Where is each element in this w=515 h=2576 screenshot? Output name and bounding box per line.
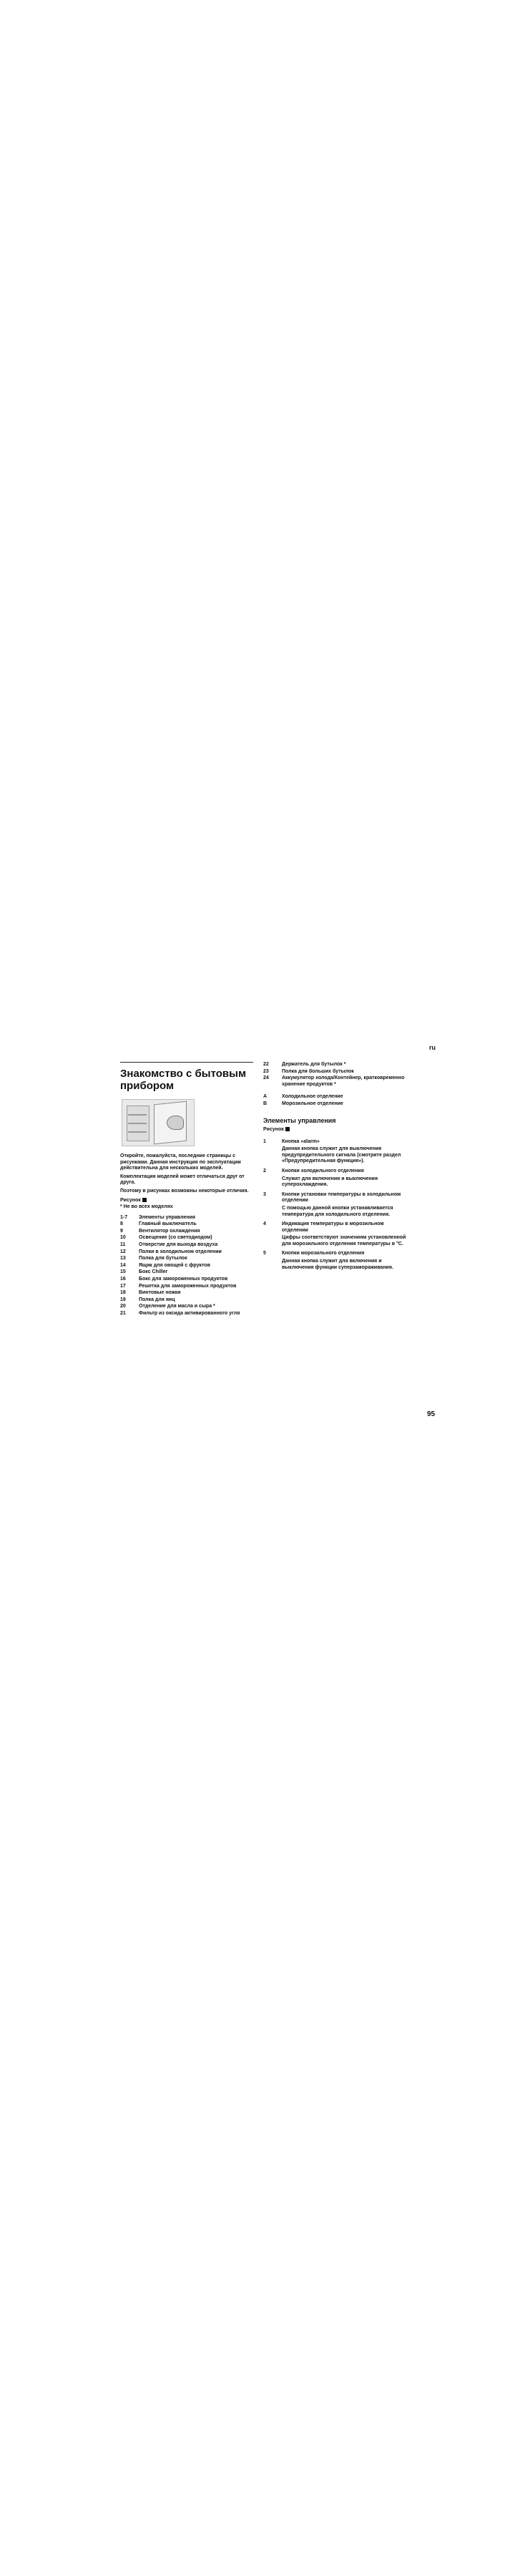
control-item-description: Служат для включения и выключения суперохлаждения. (282, 1176, 378, 1188)
control-item-description: С помощью данной кнопки устанавливается температура для холодильного отделения. (282, 1205, 393, 1217)
list-item (263, 1075, 406, 1088)
figure-number-icon (142, 1198, 147, 1202)
list-item-number: 23 (263, 1068, 269, 1074)
control-item-title: Кнопка «alarm» (282, 1138, 320, 1144)
list-item-label: Держатель для бутылок * (282, 1062, 346, 1067)
list-item-number: 14 (120, 1262, 126, 1268)
control-item (263, 1139, 406, 1166)
list-item-label: Морозильное отделение (282, 1101, 343, 1106)
list-item-number: 16 (120, 1276, 126, 1282)
control-item-title: Кнопки морозильного отделения (282, 1251, 365, 1257)
page-title: Знакомство с бытовым прибором (120, 1068, 247, 1092)
intro-paragraph-2: Комплектация моделей может отличаться друг от друга. (120, 1174, 245, 1186)
list-item-number: A (263, 1094, 268, 1100)
list-item (120, 1215, 253, 1221)
appliance-illustration (122, 1099, 195, 1146)
list-item-number: 8 (120, 1221, 123, 1227)
control-item-body (282, 1192, 406, 1219)
list-item-label: Освещение (со светодиодом) (139, 1235, 212, 1241)
list-item-label: Аккумулятор холода/Контейнер, кратковременно хранение продуктов * (282, 1075, 405, 1087)
list-item-number: 9 (120, 1228, 123, 1234)
list-item-label: Ящик для овощей с фруктов (139, 1262, 210, 1268)
list-item-number: 15 (120, 1269, 126, 1275)
list-item (263, 1094, 406, 1101)
list-item-number: 10 (120, 1235, 126, 1241)
list-item (120, 1229, 253, 1235)
list-item-label: Главный выключатель (139, 1221, 197, 1227)
controls-list (263, 1139, 406, 1273)
list-item-label: Решетка для замороженных продуктов (139, 1283, 237, 1289)
control-item-description: Цифры соответствуют значениям установленной для морозильного отделения температуры в °C. (282, 1235, 406, 1246)
list-item-label: Полка для бутылок (139, 1256, 187, 1262)
list-item-label: Винтовые ножки (139, 1290, 181, 1296)
list-item (120, 1221, 253, 1228)
control-item-number: 5 (263, 1251, 266, 1257)
title-rule (120, 1062, 253, 1063)
list-item-number: 11 (120, 1241, 126, 1247)
parts-list-right (263, 1062, 406, 1088)
list-item-label: Элементы управления (139, 1214, 195, 1220)
list-item-label: Отделение для масла и сыра * (139, 1304, 215, 1309)
controls-heading: Элементы управления (263, 1116, 336, 1124)
controls-figure-reference (263, 1127, 406, 1132)
list-item (120, 1290, 253, 1297)
control-item-body (282, 1139, 406, 1166)
right-column (263, 1062, 406, 1274)
controls-figure-reference-label: Рисунок (263, 1126, 284, 1132)
control-item-body (282, 1221, 406, 1249)
list-item-label: Вентилятор охлаждения (139, 1228, 200, 1234)
parts-list-left (120, 1215, 253, 1317)
list-item (263, 1069, 406, 1075)
list-item-number: 12 (120, 1249, 126, 1254)
control-item-title: Индикация температуры в морозильном отделении (282, 1221, 384, 1233)
list-item (120, 1284, 253, 1290)
list-item-number: 17 (120, 1283, 126, 1289)
left-column (120, 1062, 253, 1317)
list-item-number: 21 (120, 1310, 126, 1316)
list-item (120, 1297, 253, 1304)
control-item-number: 4 (263, 1221, 266, 1227)
page-number: 95 (427, 1410, 436, 1418)
control-item-number: 1 (263, 1138, 266, 1144)
fridge-shelf (128, 1131, 147, 1133)
list-item (120, 1304, 253, 1310)
list-item (263, 1101, 406, 1108)
figure-reference-label: Рисунок (120, 1197, 141, 1203)
figure-reference (120, 1198, 253, 1203)
list-item-number: B (263, 1101, 268, 1106)
control-item-body (282, 1251, 406, 1272)
control-item-body (282, 1169, 406, 1190)
list-item-number: 13 (120, 1256, 126, 1262)
list-item-number: 19 (120, 1297, 126, 1302)
list-item (120, 1263, 253, 1269)
hand-icon (167, 1116, 184, 1130)
intro-paragraph-1: Откройте, пожалуйста, последние страницы с рисунками. Данная инструкция по эксплуатации действительна для нескольких моделей. (120, 1153, 241, 1171)
control-item-description: Данная кнопка служит для выключения предупредительного сигнала (смотрите раздел «Предупредительная функция»). (282, 1146, 401, 1164)
list-item-label: Полка для яиц (139, 1297, 175, 1302)
list-item-number: 20 (120, 1304, 126, 1309)
list-item (263, 1062, 406, 1068)
compartments-list (263, 1094, 406, 1107)
list-item (120, 1256, 253, 1262)
intro-paragraph-3: Поэтому в рисунках возможны некоторые отличия. (120, 1188, 249, 1194)
list-item-label: Полка для больших бутылок (282, 1068, 354, 1074)
control-item-description: Данная кнопка служит для включения и выключения функции суперзамораживания. (282, 1259, 393, 1270)
control-item-title: Кнопки установки температуры в холодильном отделении (282, 1191, 401, 1204)
language-code: ru (429, 1044, 436, 1051)
list-item-number: 18 (120, 1290, 126, 1296)
list-item-label: Бокс Chiller (139, 1269, 168, 1275)
list-item-label: Бокс для замороженных продуктов (139, 1276, 228, 1282)
fridge-shelf (128, 1123, 147, 1124)
footnote: * Не во всех моделях (120, 1204, 173, 1209)
list-item-label: Отверстие для выхода воздуха (139, 1241, 218, 1247)
list-item (120, 1242, 253, 1249)
control-item-number: 3 (263, 1191, 266, 1197)
list-item-label: Холодильное отделение (282, 1094, 343, 1100)
control-item (263, 1192, 406, 1219)
control-item-number: 2 (263, 1168, 266, 1174)
list-item (120, 1269, 253, 1276)
list-item (120, 1311, 253, 1317)
list-item-number: 22 (263, 1062, 269, 1067)
list-item (120, 1249, 253, 1256)
list-item-number: 24 (263, 1075, 269, 1081)
control-item (263, 1221, 406, 1249)
control-item (263, 1251, 406, 1272)
figure-number-icon (285, 1127, 290, 1131)
list-item (120, 1235, 253, 1241)
control-item-title: Кнопки холодильного отделения (282, 1168, 364, 1174)
list-item-label: Фильтр из оксида активированного угля (139, 1310, 240, 1316)
list-item (120, 1277, 253, 1283)
list-item-label: Полки в холодильном отделении (139, 1249, 222, 1254)
fridge-shelf (128, 1114, 147, 1116)
list-item-number: 1-7 (120, 1214, 128, 1220)
control-item (263, 1169, 406, 1190)
